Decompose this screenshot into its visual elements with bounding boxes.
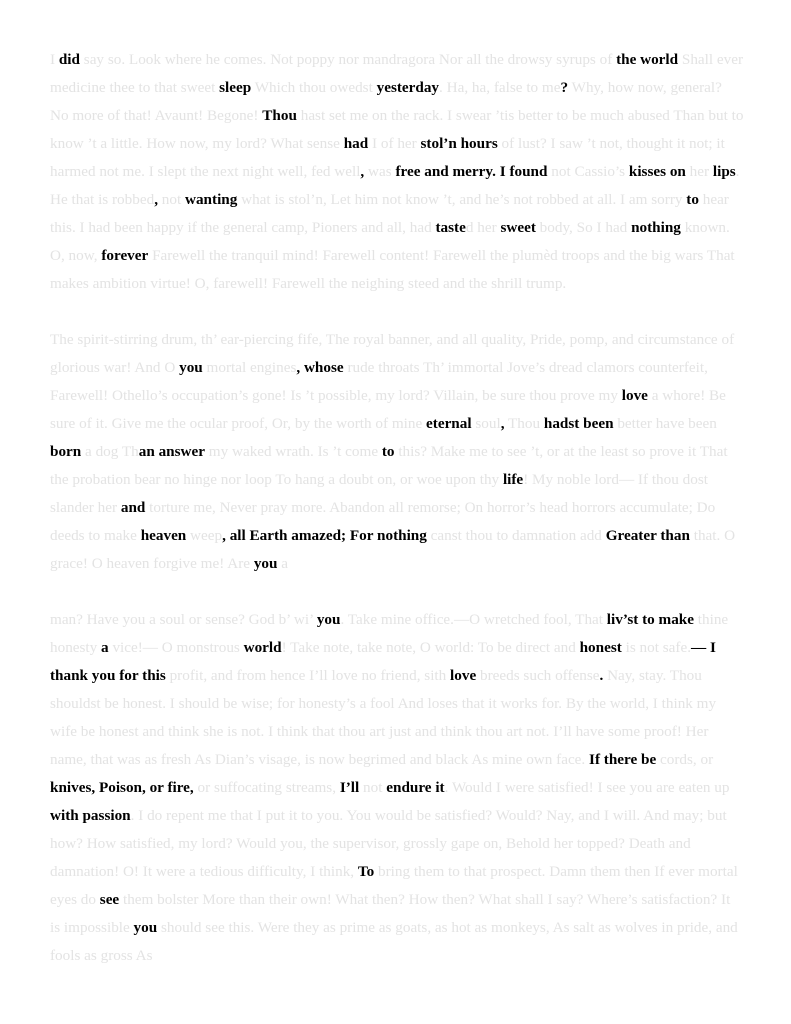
highlighted-text: born — [50, 443, 82, 460]
faded-text: should see this. Were they as prime as goats, as hot as monkeys, As salt as wolves in pride, and fools as gross As — [50, 919, 738, 964]
faded-text: vice!— O monstrous — [108, 639, 244, 656]
highlighted-text: kisses on — [628, 163, 686, 180]
highlighted-text: liv’st to make — [606, 611, 694, 628]
highlighted-text: an answer — [138, 443, 205, 460]
highlighted-text: did — [58, 51, 80, 68]
faded-text: soul — [471, 415, 501, 432]
paragraph-3 — [50, 606, 744, 970]
highlighted-text: world — [243, 639, 282, 656]
highlighted-text: free and merry. I found — [395, 163, 548, 180]
highlighted-text: yesterday — [376, 79, 440, 96]
highlighted-text: Thou — [262, 107, 297, 124]
faded-text: my waked wrath. Is ’t come — [205, 443, 382, 460]
faded-text: Why, how now, general? No more of that! Avaunt! Begone! — [50, 79, 722, 124]
highlighted-text: If there be — [589, 751, 657, 768]
faded-text: weep — [186, 527, 223, 544]
faded-text: a whore! Be sure of it. Give me the ocular proof, Or, by the worth of mine — [50, 387, 726, 432]
highlighted-text: you — [179, 359, 203, 376]
faded-text: better have been — [613, 415, 717, 432]
faded-text: not Cassio’s — [547, 163, 629, 180]
faded-text: Shall ever medicine thee to that sweet — [50, 51, 744, 96]
faded-text: mortal engines — [202, 359, 297, 376]
faded-text: not — [359, 779, 387, 796]
faded-text: torture me, Never pray more. Abandon all remorse; On horror’s head horrors accumulate; Do deeds to make — [50, 499, 716, 544]
highlighted-text: . — [599, 667, 604, 684]
faded-text: was — [364, 163, 396, 180]
highlighted-text: you — [253, 555, 278, 572]
faded-text: . He that is robbed — [50, 163, 740, 208]
faded-text: not — [157, 191, 185, 208]
faded-text: them bolster More than their own! What then? How then? What shall I say? Where’s satisfaction? It is impossible — [50, 891, 731, 936]
highlighted-text: , — [154, 191, 158, 208]
faded-text: what is stol’n, Let him not know ’t, and he’s not robbed at all. I am sorry — [237, 191, 687, 208]
faded-text: Thou — [504, 415, 544, 432]
highlighted-text: had — [343, 135, 369, 152]
faded-text: Nay, stay. Thou shouldst be honest. I should be wise; for honesty’s a fool And loses that it works for. By the world, I think my wife be honest and think she is not. I think that thou art just and think thou art not. I’ll have some proof! Her name, that was as fresh As Dian’s visage, is now begrimed and black As mine own face. — [50, 667, 717, 768]
faded-text: man? Have you a soul or sense? God b’ wi’ — [50, 611, 317, 628]
highlighted-text: heaven — [140, 527, 187, 544]
faded-text: The spirit-stirring drum, th’ ear-piercing fife, The royal banner, and all quality, Pride, pomp, and circumstance of glorious war! And O — [50, 331, 735, 376]
highlighted-text: the world — [616, 51, 679, 68]
faded-text: hear this. I had been happy if the general camp, Pioners and all, had — [50, 191, 729, 236]
faded-text: a — [277, 555, 288, 572]
highlighted-text: To — [357, 863, 375, 880]
faded-text: cords, or — [656, 751, 714, 768]
faded-text: . Ha, ha, false to me — [439, 79, 561, 96]
faded-text: rude throats Th’ immortal Jove’s dread clamors counterfeit, Farewell! Othello’s occupation’s gone! Is ’t possible, my lord? Villain, be sure thou prove my — [50, 359, 708, 404]
faded-text: it That the probation bear no hinge nor loop To hang a doubt on, or woe upon thy — [50, 443, 728, 488]
faded-text: is not safe. — [621, 639, 691, 656]
faded-text: bring them to that prospect. Damn them then If ever mortal eyes do — [50, 863, 738, 908]
highlighted-text: nothing — [631, 219, 681, 236]
faded-text: known. O, now, — [50, 219, 730, 264]
highlighted-text: I’ll — [339, 779, 360, 796]
faded-text: hast set me on the rack. I swear ’tis better to be much abused Than but to know ’t a little. How now, my lord? What sense — [50, 107, 744, 152]
highlighted-text: sleep — [219, 79, 252, 96]
highlighted-text: see — [99, 891, 120, 908]
highlighted-text: , all Earth amazed; For nothing — [222, 527, 427, 544]
faded-text: or suffocating streams, — [193, 779, 340, 796]
highlighted-text: hadst been — [543, 415, 614, 432]
faded-text: canst thou to damnation add — [426, 527, 606, 544]
faded-text: her — [685, 163, 713, 180]
highlighted-text: you — [316, 611, 341, 628]
highlighted-text: love — [621, 387, 648, 404]
paragraph-2 — [50, 326, 744, 578]
faded-text: profit, and from hence I’ll love no friend, sith — [165, 667, 451, 684]
highlighted-text: to — [381, 443, 395, 460]
faded-text: ! Take note, take note, O world: To be direct and — [281, 639, 580, 656]
faded-text: . Take mine office.—O wretched fool, That — [340, 611, 607, 628]
highlighted-text: — I thank you for this — [50, 639, 716, 684]
faded-text: body, So I had — [535, 219, 632, 236]
faded-text: thine honesty — [50, 611, 729, 656]
faded-text: . Would I were satisfied! I see you are eaten up — [444, 779, 730, 796]
highlighted-text: and — [120, 499, 146, 516]
highlighted-text: taste — [435, 219, 466, 236]
highlighted-text: wanting — [185, 191, 238, 208]
highlighted-text: eternal — [426, 415, 472, 432]
highlighted-text: , — [500, 415, 505, 432]
highlighted-text: knives, Poison, or fire, — [50, 779, 194, 796]
faded-text: a dog Th — [81, 443, 139, 460]
faded-text: Which thou owedst — [251, 79, 377, 96]
faded-text: of lust? I saw ’t not, thought it not; it harmed not me. I slept the next night well, fed well — [50, 135, 725, 180]
highlighted-text: love — [450, 667, 477, 684]
faded-text: d her — [465, 219, 501, 236]
highlighted-text: life — [502, 471, 524, 488]
highlighted-text: endure it — [386, 779, 445, 796]
highlighted-text: , — [360, 163, 365, 180]
highlighted-text: sweet — [500, 219, 536, 236]
faded-text: ! My noble lord— If thou dost slander her — [50, 471, 708, 516]
paragraph-1 — [50, 46, 744, 298]
highlighted-text: to — [686, 191, 699, 208]
faded-text: breeds such offense — [476, 667, 600, 684]
faded-text: I — [50, 51, 59, 68]
highlighted-text: a — [101, 639, 109, 656]
faded-text: that. O grace! O heaven forgive me! Are — [50, 527, 736, 572]
faded-text: Farewell the tranquil mind! Farewell content! Farewell the plumèd troops and the big wars That makes ambition virtue! O, farewell! Farewell the neighing steed and the shrill trump. — [50, 247, 735, 292]
highlighted-text: you — [133, 919, 158, 936]
highlighted-text: ? — [560, 79, 569, 96]
faded-text: I of her — [368, 135, 421, 152]
highlighted-text: , whose — [296, 359, 344, 376]
highlighted-text: Greater than — [605, 527, 690, 544]
faded-text: . I do repent me that I put it to you. You would be satisfied? Would? Nay, and I will. And may; but how? How satisfied, my lord? Would you, the supervisor, grossly gape on, Behold her topped? Death and damnation! O! It were a tedious difficulty, I think, — [50, 807, 727, 880]
document-page — [50, 46, 744, 970]
highlighted-text: honest — [579, 639, 622, 656]
faded-text: this? Make me to see ’t, or at the least so — [394, 443, 650, 460]
faded-text: say so. Look where he comes. Not poppy nor mandragora Nor all the drowsy syrups of — [79, 51, 617, 68]
highlighted-text: stol’n hours — [420, 135, 498, 152]
highlighted-text: lips — [712, 163, 736, 180]
faded-text: prove — [649, 443, 684, 460]
highlighted-text: forever — [101, 247, 149, 264]
highlighted-text: with passion — [50, 807, 131, 824]
